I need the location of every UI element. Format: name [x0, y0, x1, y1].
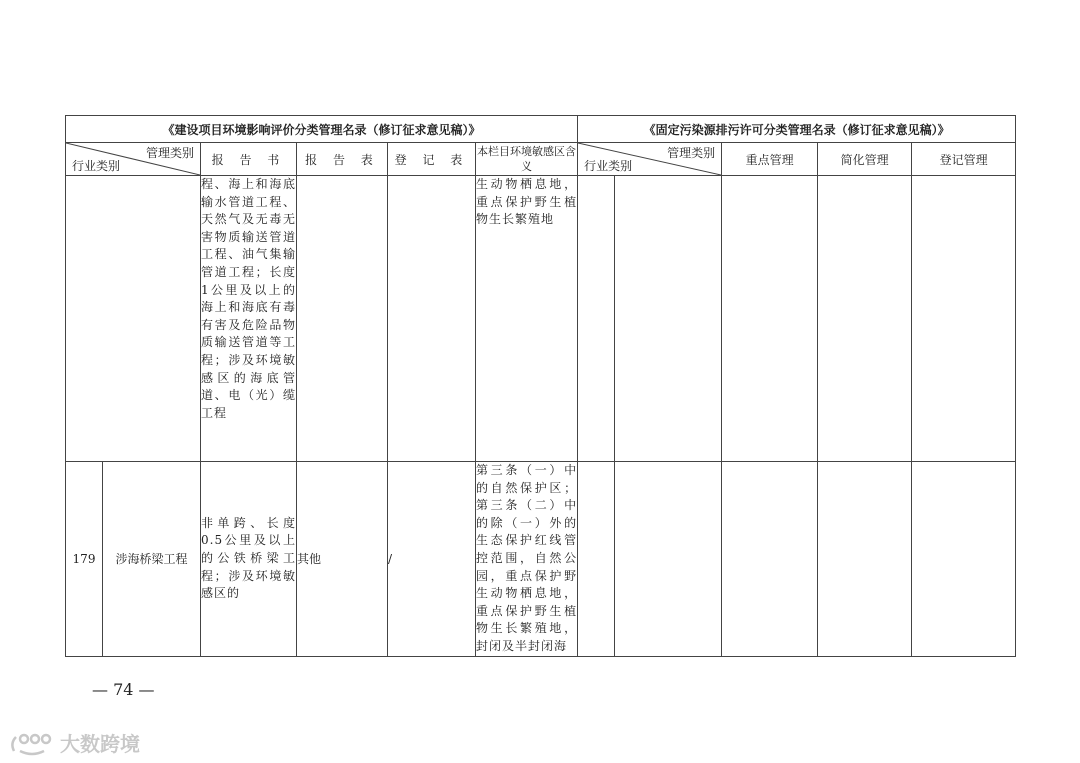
report-form-header: 报 告 表 [297, 143, 388, 176]
industry-category-label: 行业类别 [72, 159, 121, 173]
registration-mgmt-cell [912, 176, 1016, 462]
right-diagonal-header [578, 143, 722, 176]
report-book-cell: 非单跨、长度0.5公里及以上的公铁桥梁工程；涉及环境敏感区的 [201, 462, 297, 657]
row-number-industry-cell [66, 176, 201, 462]
simplified-mgmt-cell [818, 462, 912, 657]
row-number: 179 [66, 462, 103, 657]
logo-icon [8, 729, 56, 757]
classification-table [65, 115, 1016, 657]
registration-form-header: 登 记 表 [388, 143, 476, 176]
registration-mgmt-header: 登记管理 [912, 143, 1016, 176]
table-row [66, 176, 1016, 462]
key-mgmt-cell [722, 176, 818, 462]
industry-name: 涉海桥梁工程 [103, 462, 201, 657]
right-table-title: 《固定污染源排污许可分类管理名录（修订征求意见稿）》 [578, 116, 1016, 143]
report-book-cell: 程、海上和海底输水管道工程、天然气及无毒无害物质输送管道工程、油气集输管道工程；长度1公里及以上的海上和海底有毒有害及危险品物质输送管道等工程；涉及环境敏感区的海底管道、电（光）缆工程 [201, 176, 297, 462]
left-table-title: 《建设项目环境影响评价分类管理名录（修订征求意见稿）》 [66, 116, 578, 143]
sensitive-area-cell: 第三条（一）中的自然保护区；第三条（二）中的除（一）外的生态保护红线管控范围，自然公园，重点保护野生动物栖息地，重点保护野生植物生长繁殖地，封闭及半封闭海 [476, 462, 578, 657]
sensitive-area-header: 本栏目环境敏感区含义 [476, 143, 578, 176]
page-number: — 74 — [92, 680, 155, 699]
table-row [66, 462, 1016, 657]
sensitive-area-cell: 生动物栖息地，重点保护野生植物生长繁殖地 [476, 176, 578, 462]
watermark [8, 728, 140, 757]
report-form-cell [297, 176, 388, 462]
mgmt-category-label: 管理类别 [145, 146, 194, 160]
registration-mgmt-cell [912, 462, 1016, 657]
simplified-mgmt-header: 简化管理 [818, 143, 912, 176]
key-mgmt-cell [722, 462, 818, 657]
right-number-cell [578, 176, 615, 462]
report-book-header: 报 告 书 [201, 143, 297, 176]
right-mgmt-category-label: 管理类别 [667, 146, 716, 160]
watermark-text: 大数跨境 [60, 732, 140, 756]
key-mgmt-header: 重点管理 [722, 143, 818, 176]
registration-cell [388, 176, 476, 462]
right-industry-category-label: 行业类别 [584, 159, 633, 173]
registration-cell: / [388, 462, 476, 657]
report-form-cell: 其他 [297, 462, 388, 657]
right-number-cell [578, 462, 615, 657]
simplified-mgmt-cell [818, 176, 912, 462]
right-industry-cell [615, 176, 722, 462]
right-industry-cell [615, 462, 722, 657]
left-diagonal-header [66, 143, 201, 176]
